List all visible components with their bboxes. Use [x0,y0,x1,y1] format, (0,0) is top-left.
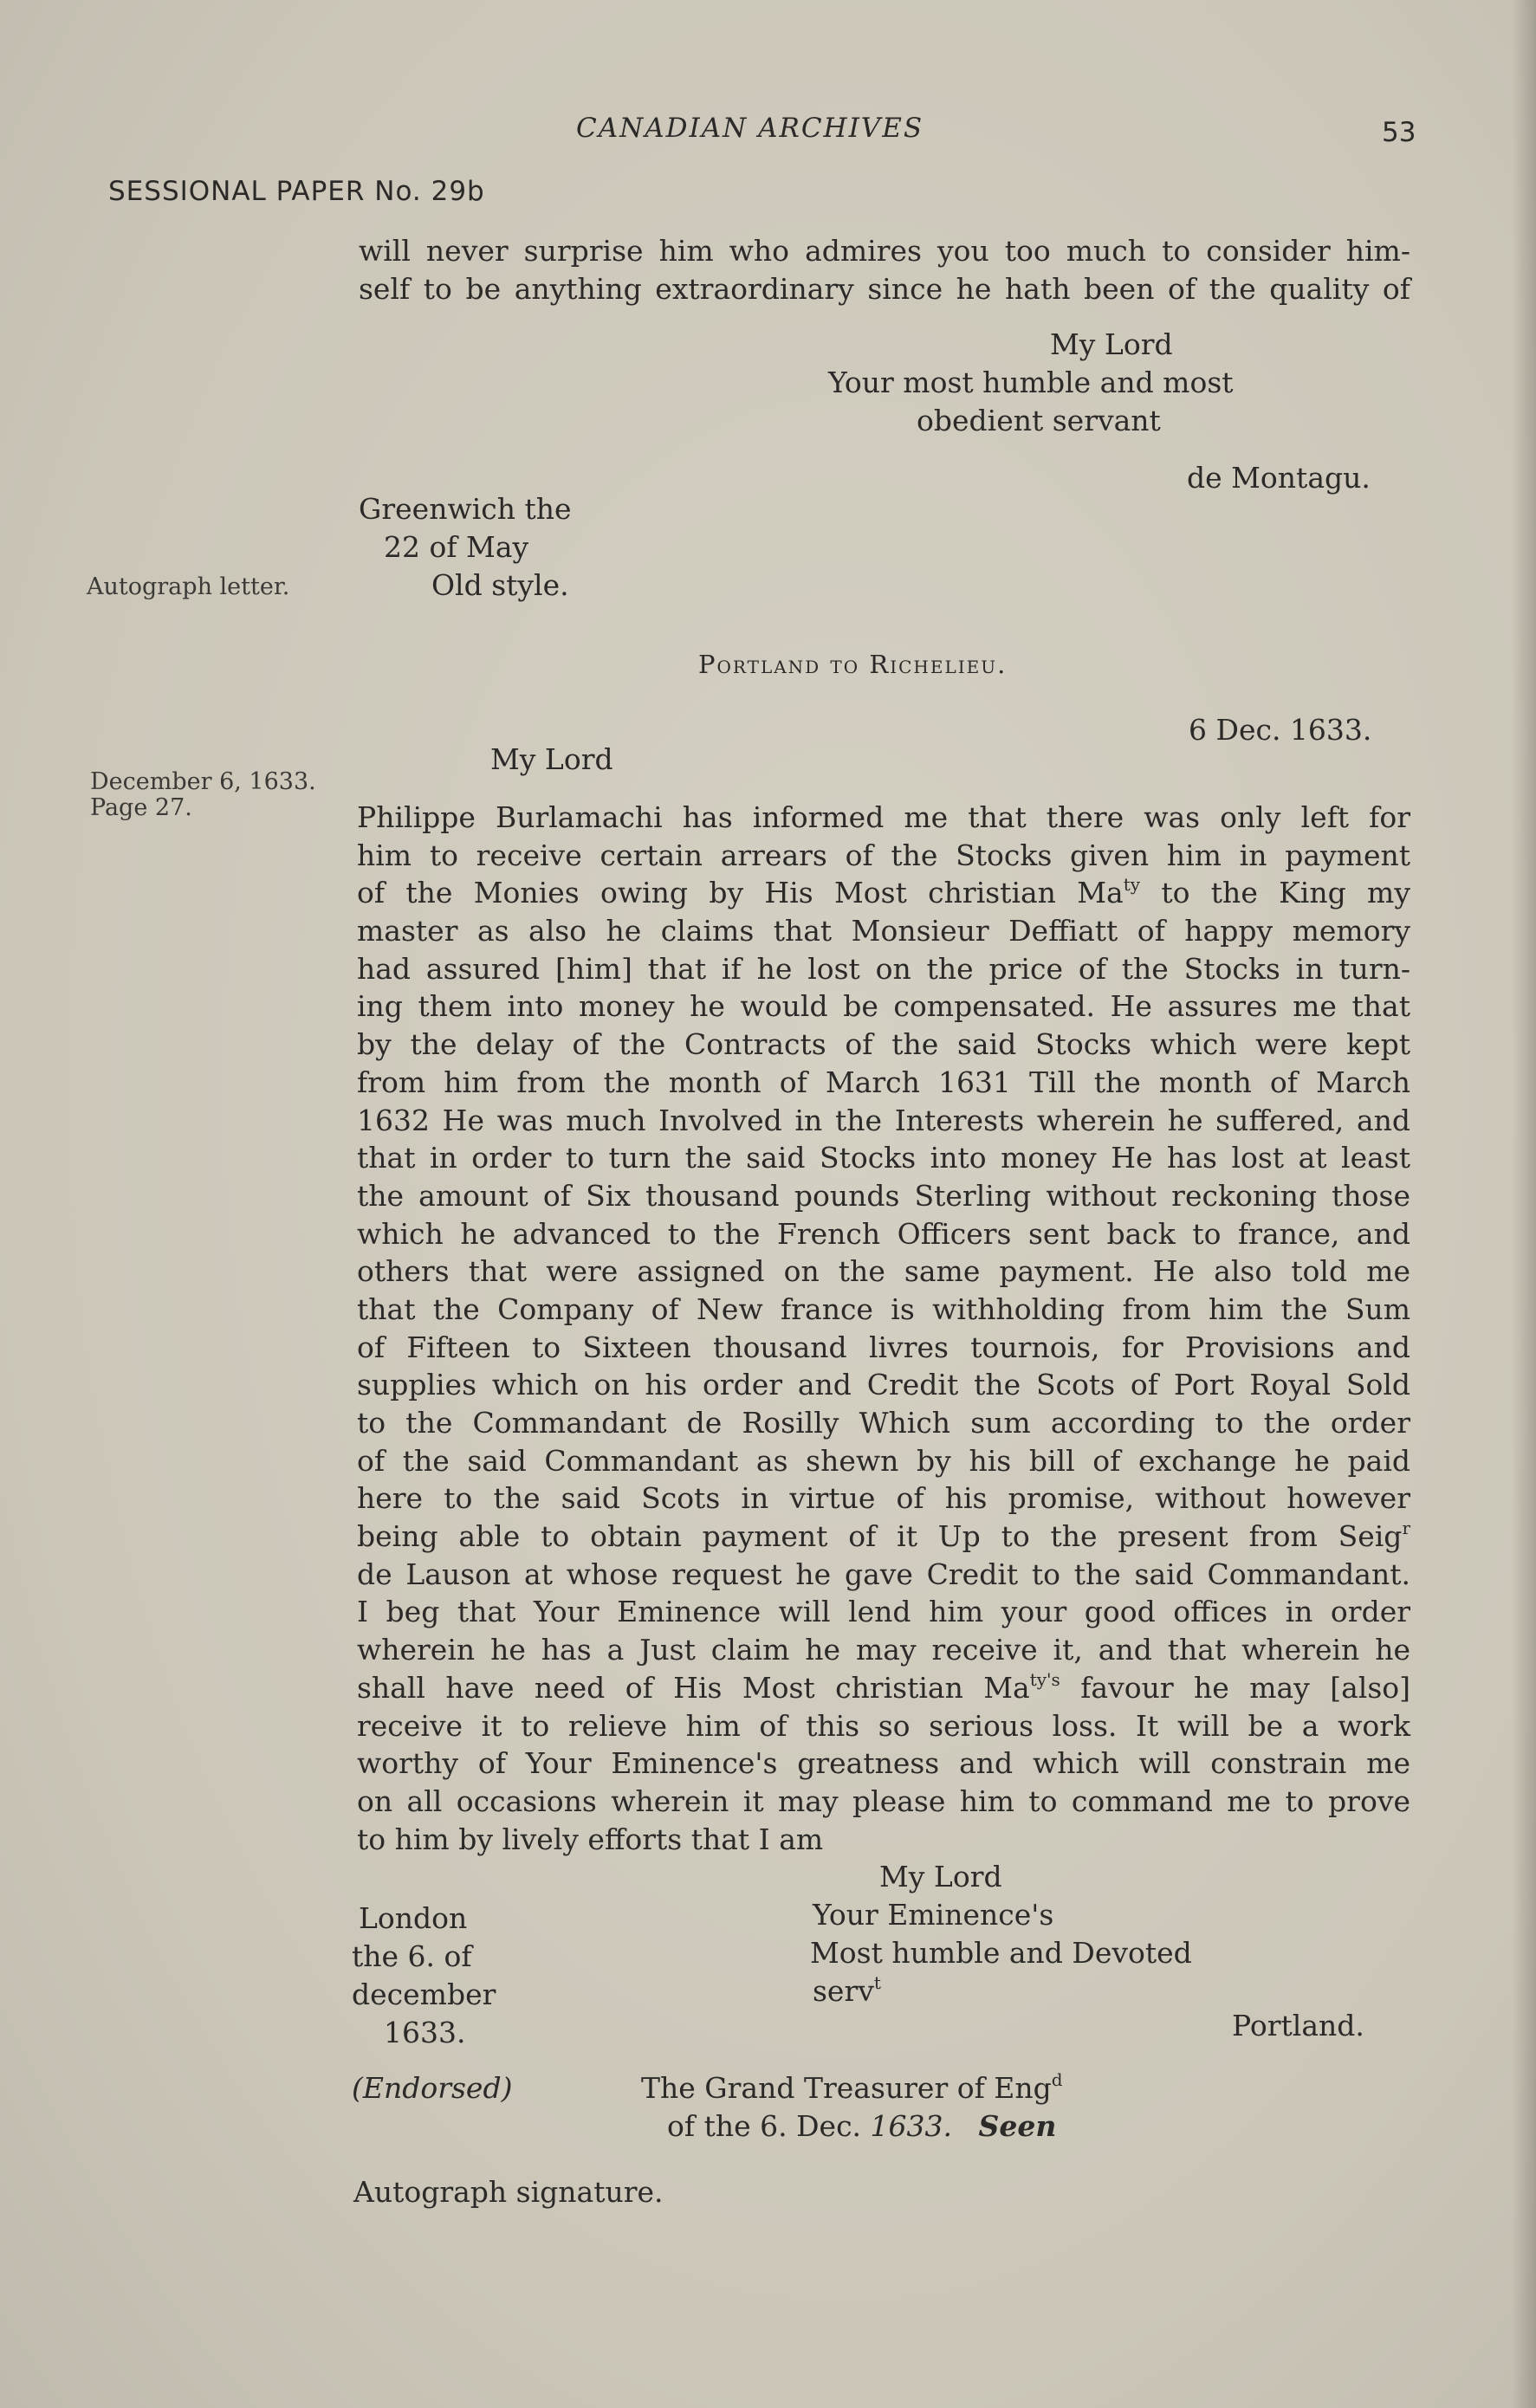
sessional-paper-label: SESSIONAL PAPER No. 29b [108,176,485,207]
letter2-line: him to receive certain arrears of the Stocks given him in payment [357,838,1410,872]
letter2-place: London [359,1901,468,1935]
letter1-style: Old style. [431,568,569,602]
letter2-line: shall have need of His Most christian $Ma^{ty's}$ favour he may [also] [357,1668,1410,1705]
letter1-line: self to be anything extraordinary since he hath been of the quality of [359,271,1410,306]
autograph-signature-note: Autograph signature. [353,2175,664,2209]
letter2-line: I beg that Your Eminence will lend him your good offices in order [357,1595,1410,1629]
letter1-signature: de Montagu. [1187,461,1371,495]
page-number: 53 [1382,117,1416,148]
letter1-place: Greenwich the [359,492,572,526]
letter2-line: from him from the month of March 1631 Till the month of March [357,1065,1410,1099]
endorsement-year: 1633. [870,2109,953,2143]
letter1-closing-line: obedient servant [917,404,1161,437]
running-title: CANADIAN ARCHIVES [576,113,924,144]
letter2-line: by the delay of the Contracts of the said Stocks which were kept [357,1027,1410,1062]
letter2-place-date: december [352,1978,496,2011]
letter1-closing-line: Your most humble and most [828,366,1234,399]
letter2-line: de Lauson at whose request he gave Credit to the said Commandant. [357,1557,1410,1591]
letter2-line: that the Company of New france is withholding from him the Sum [357,1291,1410,1326]
letter2-line: to him by lively efforts that I am [357,1822,824,1856]
letter2-line: which he advanced to the French Officers sent back to france, and [357,1216,1410,1251]
letter2-line: of Fifteen to Sixteen thousand livres tournois, for Provisions and [357,1330,1410,1364]
letter2-place-year: 1633. [384,2016,466,2049]
endorsement-date: of the 6. Dec. [667,2109,862,2143]
letter2-closing-line: Your Eminence's [813,1898,1054,1932]
letter2-line: of the Monies owing by His Most christian $Ma^{ty}$ to the King my [357,874,1410,910]
letter1-closing-salutation: My Lord [1050,327,1173,361]
letter2-line: the amount of Six thousand pounds Sterling without reckoning those [357,1178,1410,1213]
margin-note-autograph-letter: Autograph letter. [87,573,290,600]
letter2-closing-salutation: My Lord [879,1860,1002,1893]
letter1-body [359,232,1410,307]
letter2-line: worthy of Your Eminence's greatness and which will constrain me [357,1746,1410,1781]
letter2-line: wherein he has a Just claim he may receive it, and that wherein he [357,1633,1410,1667]
letter2-line: here to the said Scots in virtue of his promise, without however [357,1481,1410,1516]
letter2-line: on all occasions wherein it may please him to command me to prove [357,1783,1410,1818]
letter2-salutation: My Lord [490,742,613,776]
letter2-line: master as also he claims that Monsieur Deffiatt of happy memory [357,914,1410,948]
letter2-line: supplies which on his order and Credit the Scots of Port Royal Sold [357,1368,1410,1402]
endorsement-line: The Grand Treasurer of Eng$^d$ [641,2069,1063,2105]
letter2-heading: Portland to Richelieu. [698,650,1008,679]
margin-note-date: December 6, 1633. [90,768,316,795]
margin-note-page: Page 27. [90,794,192,821]
letter2-closing-line: serv$^t$ [813,1972,881,2008]
letter2-place-date: the 6. of [352,1939,472,1973]
endorsement-line [667,2108,1056,2145]
letter2-body [357,799,1410,1858]
letter2-line: being able to obtain payment of it Up to the present from Seig$^r$ [357,1518,1410,1554]
letter2-line: ing them into money he would be compensated. He assures me that [357,989,1410,1024]
letter2-signature: Portland. [1232,2009,1364,2042]
letter2-closing-line: Most humble and Devoted [810,1936,1192,1970]
letter2-line: of the said Commandant as shewn by his bill of exchange he paid [357,1443,1410,1478]
letter2-line: 1632 He was much Involved in the Interests wherein he suffered, and [357,1103,1410,1137]
endorsement-seen: Seen [978,2109,1057,2143]
letter2-line: to the Commandant de Rosilly Which sum according to the order [357,1406,1410,1440]
letter2-line: receive it to relieve him of this so serious loss. It will be a work [357,1708,1410,1743]
letter2-date: 6 Dec. 1633. [1189,713,1372,747]
endorsed-label: (Endorsed) [352,2071,513,2105]
letter2-line: Philippe Burlamachi has informed me that there was only left for [357,800,1410,834]
letter1-date: 22 of May [384,530,529,564]
letter2-line: others that were assigned on the same payment. He also told me [357,1254,1410,1289]
page-edge-shadow [1512,0,1536,2408]
letter2-line: that in order to turn the said Stocks into money He has lost at least [357,1141,1410,1175]
letter2-line: had assured [him] that if he lost on the price of the Stocks in turn- [357,951,1410,986]
letter1-line: will never surprise him who admires you too much to consider him- [359,234,1410,268]
